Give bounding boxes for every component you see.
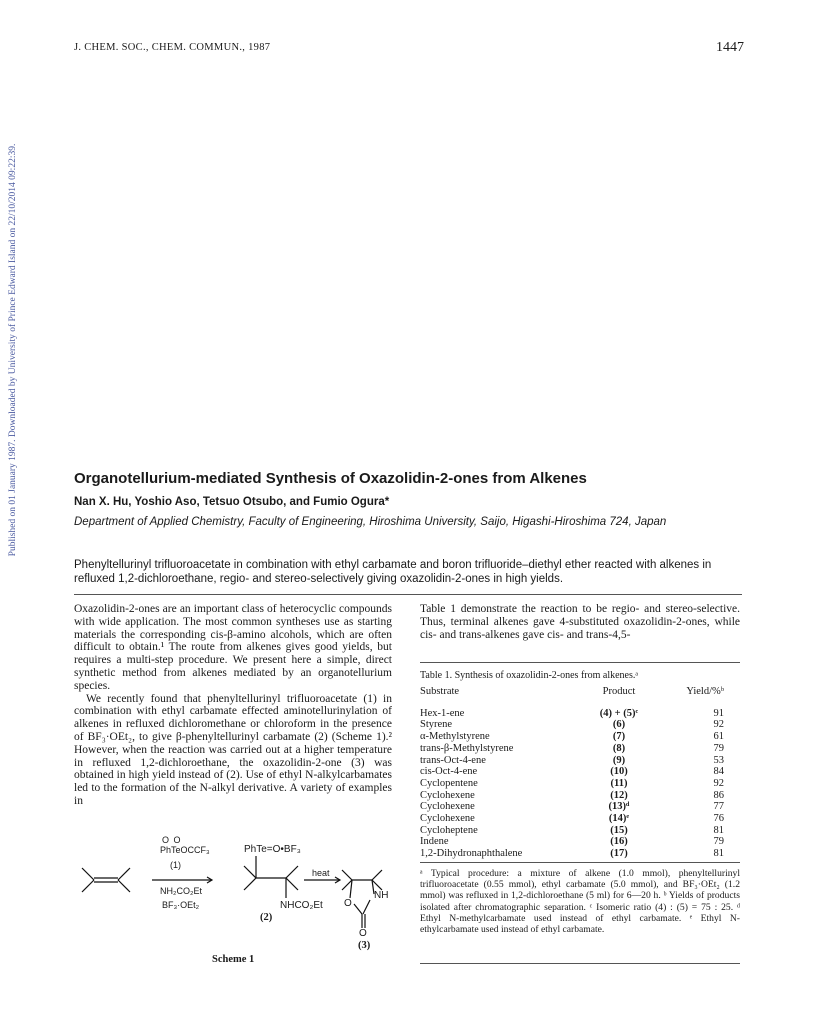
table-row (420, 801, 738, 813)
compound-2-label: (2) (260, 912, 273, 923)
table-row (420, 790, 738, 802)
product-cell: (6) (612, 719, 626, 731)
journal-header: J. CHEM. SOC., CHEM. COMMUN., 1987 (74, 42, 271, 53)
footnote-end-rule (420, 963, 740, 964)
product-cell: (8) (612, 742, 626, 754)
table-caption: Table 1. Synthesis of oxazolidin-2-ones from alkenes.ᵃ (420, 670, 639, 681)
yield-cell: 81 (713, 824, 724, 836)
product-cell: (11) (610, 777, 628, 789)
product-cell: (16) (610, 836, 628, 848)
yield-cell: 92 (713, 777, 724, 789)
reagent-carbonyl-o: O O (162, 835, 182, 845)
product-cell: (4) + (5)ᶜ (599, 707, 639, 719)
right-column-paragraph: Table 1 demonstrate the reaction to be regio- and stereo-selective. Thus, terminal alkenes gave 4-substituted oxazolidin-2-ones, while cis- and trans-alkenes gave cis- and trans-4,5- (420, 603, 740, 641)
article-authors: Nan X. Hu, Yoshio Aso, Tetsuo Otsubo, and Fumio Ogura* (74, 496, 390, 508)
intermediate-bond (244, 866, 256, 878)
table-header-row (420, 686, 738, 708)
intermediate-carbamate: NHCO₂Et (280, 900, 323, 911)
header-yield: Yield/%ᵇ (686, 686, 724, 697)
yield-cell: 76 (713, 813, 724, 825)
article-affiliation: Department of Applied Chemistry, Faculty of Engineering, Hiroshima University, Saijo, Higashi-Hiroshima 724, Japan (74, 516, 667, 528)
download-notice-text: Published on 01 January 1987. Downloaded by University of Prince Edward Island on 22/10/2014 09:22:39. (8, 143, 18, 557)
substrate-cell: Indene (420, 836, 449, 848)
header-substrate: Substrate (420, 686, 460, 697)
product-ring-bond (354, 904, 362, 914)
substrate-cell: Styrene (420, 719, 453, 731)
product-cell: (10) (610, 766, 628, 778)
alkene-bond (118, 880, 130, 892)
table-row (420, 848, 738, 860)
product-cell: (17) (610, 848, 628, 860)
yield-cell: 84 (713, 766, 724, 778)
product-cell: (14)ᵉ (608, 813, 630, 825)
substrate-cell: Cycloheptene (420, 824, 478, 836)
page-number: 1447 (716, 40, 744, 55)
product-cell: (15) (610, 824, 628, 836)
yield-cell: 77 (713, 801, 724, 813)
table-row (420, 825, 738, 837)
alkene-bond (82, 868, 94, 880)
scheme-1 (74, 806, 394, 966)
article-abstract: Phenyltellurinyl trifluoroacetate in combination with ethyl carbamate and boron trifluoride–diethyl ether reacted with alkenes in refluxed 1,2-dichloroethane, regio- and stereo-selectively giving oxazolidin-2-ones in high yields. (74, 559, 712, 585)
product-bond (372, 870, 382, 880)
product-bond (342, 870, 352, 880)
reagent-1-number: (1) (170, 860, 181, 870)
product-ring-bond (363, 900, 370, 914)
yield-cell: 91 (713, 707, 724, 719)
scheme-structures (74, 806, 394, 946)
oxazolidinone-table (420, 686, 738, 860)
table-row (420, 766, 738, 778)
substrate-cell: Cyclohexene (420, 801, 475, 813)
substrate-cell: Cyclohexene (420, 813, 475, 825)
product-cell: (9) (612, 754, 626, 766)
reagent-bf3: BF₃·OEt₂ (162, 900, 200, 910)
table-row (420, 813, 738, 825)
scheme-caption: Scheme 1 (212, 954, 255, 965)
table-row (420, 708, 738, 720)
yield-cell: 79 (713, 742, 724, 754)
table-footnote: ᵃ Typical procedure: a mixture of alkene (1.0 mmol), phenyltellurinyl trifluoroacetate (0.55 mmol), ethyl carbamate (5.0 mmol), and BF₃·OEt₂ (1.2 mmol) was refluxed in 1,2-dichloroethane (5 ml) for 6—20 h. ᵇ Yields of products isolated after chromatographic separation. ᶜ Isomeric ratio (4) : (5) = 75 : 25. ᵈ Ethyl N-methylcarbamate used instead of ethyl carbamate. ᵉ Ethyl N-ethylcarbamate used instead of ethyl carbamate. (420, 868, 740, 936)
yield-cell: 53 (713, 754, 724, 766)
compound-3-label: (3) (358, 940, 371, 951)
substrate-cell: cis-Oct-4-ene (420, 766, 478, 778)
yield-cell: 61 (713, 731, 724, 743)
intermediate-bond (286, 878, 298, 890)
substrate-cell: α-Methylstyrene (420, 731, 490, 743)
product-ring-bond (350, 880, 352, 898)
results-paragraph: We recently found that phenyltellurinyl trifluoroacetate (1) in combination with ethyl carbamate effected aminotellurinylation of alkenes in refluxed dichloromethane or chloroform in the presence of BF₃·OEt₂, to give β-phenyltellurinyl carbamate (2) (Scheme 1).² However, when the reaction was carried out at a higher temperature in refluxed 1,2-dichloroethane, the oxazolidin-2-one (3) was obtained in high yield instead of (2). Use of ethyl N-alkylcarbamates led to the formation of the N-alkyl derivative. A variety of examples in (74, 692, 392, 807)
product-ring-oxygen: O (344, 898, 352, 909)
yield-cell: 81 (713, 848, 724, 860)
header-product: Product (602, 686, 636, 697)
table-bottom-rule (420, 862, 740, 863)
substrate-cell: Cyclopentene (420, 777, 478, 789)
substrate-cell: trans-Oct-4-ene (420, 754, 486, 766)
substrate-cell: Cyclohexene (420, 789, 475, 801)
product-cell: (7) (612, 731, 626, 743)
substrate-cell: 1,2-Dihydronaphthalene (420, 848, 523, 860)
alkene-bond (118, 868, 130, 880)
intro-paragraph: Oxazolidin-2-ones are an important class of heterocyclic compounds with wide application. The most common syntheses use as starting materials the corresponding cis-β-amino alcohols, which are often difficult to obtain.¹ The route from alkenes gives good yields, but requires a multi-step procedure. We present here a simple, direct synthetic method from alkenes mediated by an organotellurium species. (74, 603, 392, 692)
intermediate-bond (244, 878, 256, 890)
substrate-cell: Hex-1-ene (420, 707, 465, 719)
download-notice-sidebar (6, 60, 20, 640)
product-nh: NH (374, 890, 389, 901)
table-top-rule (420, 662, 740, 663)
alkene-bond (82, 880, 94, 892)
table-row (420, 755, 738, 767)
reagent-carbamate: NH₂CO₂Et (160, 886, 202, 896)
abstract-divider (74, 594, 742, 595)
left-column (74, 603, 392, 808)
intermediate-tellurium-group: PhTe=O•BF₃ (244, 844, 301, 855)
intermediate-bond (286, 866, 298, 878)
product-cell: (12) (610, 789, 628, 801)
article-title: Organotellurium-mediated Synthesis of Oxazolidin-2-ones from Alkenes (74, 470, 587, 487)
reagent-1-formula: PhTeOCCF₃ (160, 845, 210, 855)
table-row (420, 743, 738, 755)
table-row (420, 731, 738, 743)
product-carbonyl-oxygen: O (359, 928, 367, 939)
yield-cell: 86 (713, 789, 724, 801)
table-row (420, 778, 738, 790)
yield-cell: 79 (713, 836, 724, 848)
table-row (420, 719, 738, 731)
table-row (420, 836, 738, 848)
heat-label: heat (312, 868, 330, 878)
yield-cell: 92 (713, 719, 724, 731)
substrate-cell: trans-β-Methylstyrene (420, 742, 514, 754)
product-cell: (13)ᵈ (608, 801, 630, 813)
